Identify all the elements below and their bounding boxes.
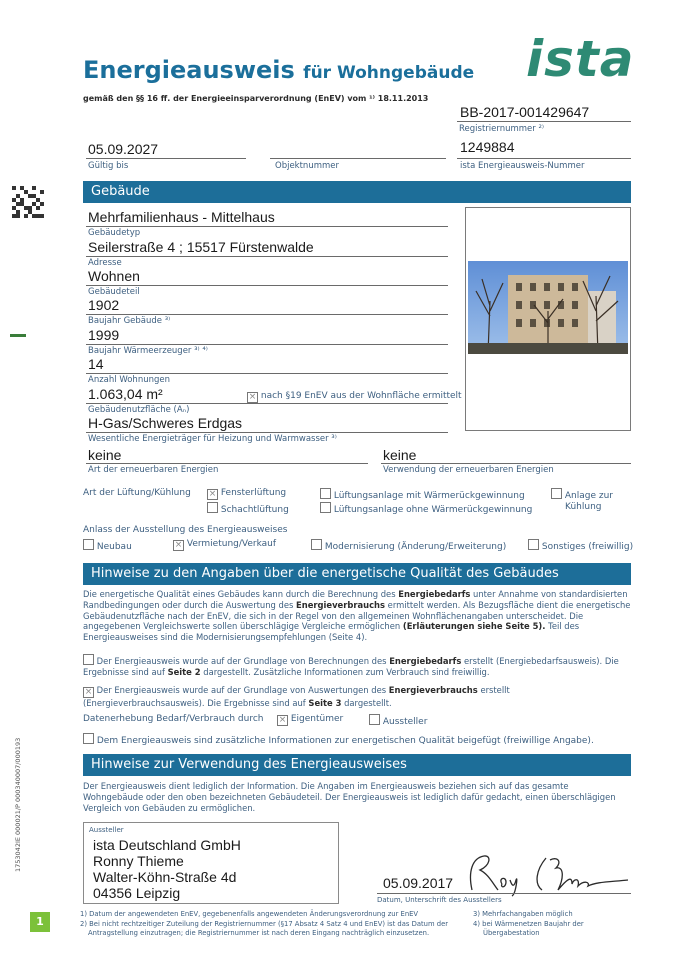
data-collection-option bbox=[369, 714, 427, 727]
divider bbox=[457, 158, 631, 159]
divider bbox=[86, 344, 448, 345]
divider bbox=[86, 314, 448, 315]
building-photo bbox=[468, 261, 628, 354]
document-title bbox=[83, 56, 474, 84]
divider bbox=[86, 285, 448, 286]
divider bbox=[270, 158, 446, 159]
other-reason-checkbox[interactable] bbox=[528, 539, 539, 550]
building-field-label: Gebäudetyp bbox=[88, 228, 141, 238]
option-label: Schachtlüftung bbox=[220, 505, 289, 515]
building-field-label: Baujahr Wärmeerzeuger ³⁾ ⁴⁾ bbox=[88, 346, 208, 356]
divider bbox=[457, 121, 631, 122]
new-building-checkbox[interactable] bbox=[83, 539, 94, 550]
text: dargestellt. Zusätzliche Informationen zum Verbrauch sind freiwillig. bbox=[203, 666, 490, 677]
building-field-value: 1.063,04 m² bbox=[88, 386, 163, 402]
divider bbox=[86, 256, 448, 257]
building-field-label: Adresse bbox=[88, 258, 122, 268]
signature-label: Datum, Unterschrift des Ausstellers bbox=[377, 896, 502, 904]
option-label-continued: Kühlung bbox=[565, 502, 602, 512]
option-label: Sonstiges (freiwillig) bbox=[541, 542, 634, 552]
ventilation-option bbox=[551, 488, 613, 501]
issue-date: 05.09.2017 bbox=[383, 875, 454, 891]
option-label: Lüftungsanlage mit Wärmerückgewinnung bbox=[333, 491, 525, 501]
divider bbox=[86, 432, 448, 433]
building-field-label: Gebäudenutzfläche (Aₙ) bbox=[88, 405, 190, 415]
issuer-label: Aussteller bbox=[89, 826, 124, 834]
renewable-type-label: Art der erneuerbaren Energien bbox=[88, 465, 219, 475]
option-label: Modernisierung (Änderung/Erweiterung) bbox=[324, 542, 507, 552]
issuer-line: Walter-Köhn-Straße 4d bbox=[93, 869, 237, 885]
building-field-value: 1999 bbox=[88, 327, 120, 343]
ventilation-option bbox=[207, 502, 289, 515]
valid-until-label: Gültig bis bbox=[88, 161, 129, 171]
building-field-label: Anzahl Wohnungen bbox=[88, 375, 170, 385]
issuer-box bbox=[83, 822, 339, 904]
owner-checkbox[interactable]: × bbox=[278, 715, 287, 725]
issuer-line: ista Deutschland GmbH bbox=[93, 837, 241, 853]
text: (Erläuterungen siehe Seite 5). bbox=[402, 621, 546, 632]
ventilation-option bbox=[207, 488, 286, 500]
demand-option bbox=[83, 654, 631, 678]
logo-text: ista bbox=[526, 30, 635, 88]
issuer-line: 04356 Leipzig bbox=[93, 885, 181, 901]
text: erstellt (Energieverbrauchsausweis). Die Ergebnisse sind auf bbox=[83, 685, 510, 708]
reason-option bbox=[528, 539, 633, 552]
ventilation-with-recovery-checkbox[interactable] bbox=[320, 488, 331, 499]
data-collection-option bbox=[277, 714, 343, 726]
footnote: 3) Mehrfachangaben möglich bbox=[473, 910, 573, 918]
text: Der Energieausweis wurde auf der Grundlage von Auswertungen des bbox=[96, 685, 387, 695]
qr-code-icon bbox=[12, 186, 44, 218]
building-section-header: Gebäude bbox=[83, 181, 631, 203]
ventilation-label: Art der Lüftung/Kühlung bbox=[83, 488, 191, 498]
footnote: Übergabestation bbox=[483, 929, 540, 937]
issuer-line: Ronny Thieme bbox=[93, 853, 184, 869]
option-label: Dem Energieausweis sind zusätzliche Informationen zur energetischen Qualität beigefügt (freiwillige Angabe). bbox=[96, 736, 594, 746]
building-field-value: 14 bbox=[88, 356, 104, 372]
footnote: 4) bei Wärmenetzen Baujahr der bbox=[473, 919, 584, 928]
ventilation-option bbox=[320, 488, 525, 501]
ista-number-label: ista Energieausweis-Nummer bbox=[460, 161, 585, 171]
window-ventilation-checkbox[interactable]: × bbox=[208, 489, 217, 499]
reason-option bbox=[173, 539, 276, 551]
renewable-type-value: keine bbox=[88, 447, 122, 463]
building-field-label: Baujahr Gebäude ³⁾ bbox=[88, 316, 171, 326]
option-label: Eigentümer bbox=[290, 714, 344, 724]
shaft-ventilation-checkbox[interactable] bbox=[207, 502, 218, 513]
data-collection-label: Datenerhebung Bedarf/Verbrauch durch bbox=[83, 714, 264, 724]
building-field-value: Mehrfamilienhaus - Mittelhaus bbox=[88, 209, 275, 225]
building-field-label: Gebäudeteil bbox=[88, 287, 140, 297]
consumption-option bbox=[83, 685, 631, 709]
footnotes-right bbox=[473, 910, 631, 939]
divider bbox=[86, 226, 448, 227]
usage-text: Der Energieausweis dient lediglich der Information. Die Angaben im Energieausweis beziehen sich auf das gesamte Wohngebäude oder den oben bezeichneten Gebäudeteil. Der Energieausweis ist lediglich dafür gedacht, einen überschlägigen Vergleich von Gebäuden zu ermöglichen. bbox=[83, 781, 616, 813]
building-field-value: Seilerstraße 4 ; 15517 Fürstenwalde bbox=[88, 239, 314, 255]
side-code: 1753042IE 000021/P 000340007/000193 bbox=[14, 737, 22, 872]
ista-number-value: 1249884 bbox=[460, 139, 515, 155]
area-note-checkbox[interactable]: × bbox=[248, 392, 257, 402]
usage-section-header: Hinweise zur Verwendung des Energieausweises bbox=[83, 754, 631, 776]
building-field-value: Wohnen bbox=[88, 268, 140, 284]
building-photo-frame bbox=[465, 207, 631, 431]
modernisation-checkbox[interactable] bbox=[311, 539, 322, 550]
divider bbox=[86, 373, 448, 374]
text: Seite 3 bbox=[308, 698, 342, 708]
footnote: 1) Datum der angewendeten EnEV, gegebenenfalls angewendeten Änderungsverordnung zur EnEV bbox=[80, 910, 419, 918]
valid-until-value: 05.09.2027 bbox=[88, 141, 159, 157]
text: Energieverbrauchs bbox=[296, 599, 385, 610]
signature bbox=[458, 850, 638, 898]
quality-intro bbox=[83, 589, 631, 643]
option-label: Neubau bbox=[96, 542, 132, 552]
ventilation-without-recovery-checkbox[interactable] bbox=[320, 502, 331, 513]
option-label: Anlage zur bbox=[564, 491, 613, 501]
rental-sale-checkbox[interactable]: × bbox=[174, 540, 183, 550]
reason-label: Anlass der Ausstellung des Energieausweises bbox=[83, 525, 288, 535]
divider bbox=[381, 463, 631, 464]
option-label: Lüftungsanlage ohne Wärmerückgewinnung bbox=[333, 505, 533, 515]
divider bbox=[377, 893, 631, 894]
divider bbox=[86, 158, 246, 159]
document-subtitle: gemäß den §§ 16 ff. der Energieeinsparverordnung (EnEV) vom ¹⁾ 18.11.2013 bbox=[83, 94, 429, 103]
option-label: Aussteller bbox=[382, 717, 428, 727]
area-note-label: nach §19 EnEV aus der Wohnfläche ermittelt bbox=[260, 391, 462, 401]
divider bbox=[86, 463, 368, 464]
registration-label: Registriernummer ²⁾ bbox=[459, 124, 544, 134]
side-mark bbox=[10, 334, 26, 337]
page-number-badge: 1 bbox=[30, 912, 50, 932]
renewable-use-label: Verwendung der erneuerbaren Energien bbox=[383, 465, 554, 475]
text: Der Energieausweis wurde auf der Grundlage von Berechnungen des bbox=[96, 656, 387, 666]
ventilation-option bbox=[320, 502, 532, 515]
additional-info-checkbox[interactable] bbox=[83, 733, 94, 744]
quality-section-header: Hinweise zu den Angaben über die energetische Qualität des Gebäudes bbox=[83, 563, 631, 585]
footnote: Antragstellung einzutragen; die Registriernummer ist nach deren Eingang nachträglich einzusetzen. bbox=[88, 929, 430, 937]
building-field-label: Wesentliche Energieträger für Heizung und Warmwasser ³⁾ bbox=[88, 434, 337, 444]
object-number-label: Objektnummer bbox=[275, 161, 339, 171]
reason-option bbox=[311, 539, 506, 552]
cooling-system-checkbox[interactable] bbox=[551, 488, 562, 499]
text: Teil des Energieausweises sind die Modernisierungsempfehlungen (Seite 4). bbox=[83, 621, 580, 643]
option-label: Fensterlüftung bbox=[220, 488, 287, 498]
additional-info-option bbox=[83, 733, 594, 746]
text: Seite 2 bbox=[167, 666, 201, 677]
reason-option bbox=[83, 539, 132, 552]
footnote: 2) Bei nicht rechtzeitiger Zuteilung der Registriernummer (§17 Absatz 4 Satz 4 und EnEV) ist das Datum der bbox=[80, 919, 449, 928]
text: Die energetische Qualität eines Gebäudes kann durch die Berechnung des bbox=[83, 589, 396, 599]
ista-logo bbox=[526, 30, 635, 88]
registration-number: BB-2017-001429647 bbox=[460, 104, 590, 120]
issuer-checkbox[interactable] bbox=[369, 714, 380, 725]
demand-checkbox[interactable] bbox=[83, 654, 94, 665]
title-main: Energieausweis bbox=[83, 56, 295, 84]
area-note bbox=[247, 391, 462, 403]
text: dargestellt. bbox=[344, 698, 392, 708]
building-field-value: 1902 bbox=[88, 297, 120, 313]
text: Energiebedarfs bbox=[398, 589, 471, 599]
footnotes-left bbox=[80, 910, 470, 939]
text: unter Annahme von standardisierten Randbedingungen oder durch die Auswertung des bbox=[83, 589, 628, 610]
building-field-value: H-Gas/Schweres Erdgas bbox=[88, 415, 243, 431]
text: erstellt (Energiebedarfsausweis). Die Ergebnisse sind auf bbox=[83, 656, 619, 677]
option-label: Vermietung/Verkauf bbox=[186, 539, 277, 549]
text: Energiebedarfs bbox=[389, 656, 462, 666]
text: Energieverbrauchs bbox=[388, 685, 478, 695]
title-sub: für Wohngebäude bbox=[303, 63, 475, 83]
divider bbox=[86, 403, 448, 404]
consumption-checkbox[interactable]: × bbox=[84, 687, 93, 697]
renewable-use-value: keine bbox=[383, 447, 417, 463]
text: ermittelt werden. Als Bezugsfläche dient die energetische Gebäudenutzfläche nach der EnEV, die sich in der Regel von den allgemeinen Wohnflächenangaben unterscheidet. Die angegebenen Vergleichswerte sollen überschlägige Vergleiche ermöglichen bbox=[83, 599, 631, 632]
